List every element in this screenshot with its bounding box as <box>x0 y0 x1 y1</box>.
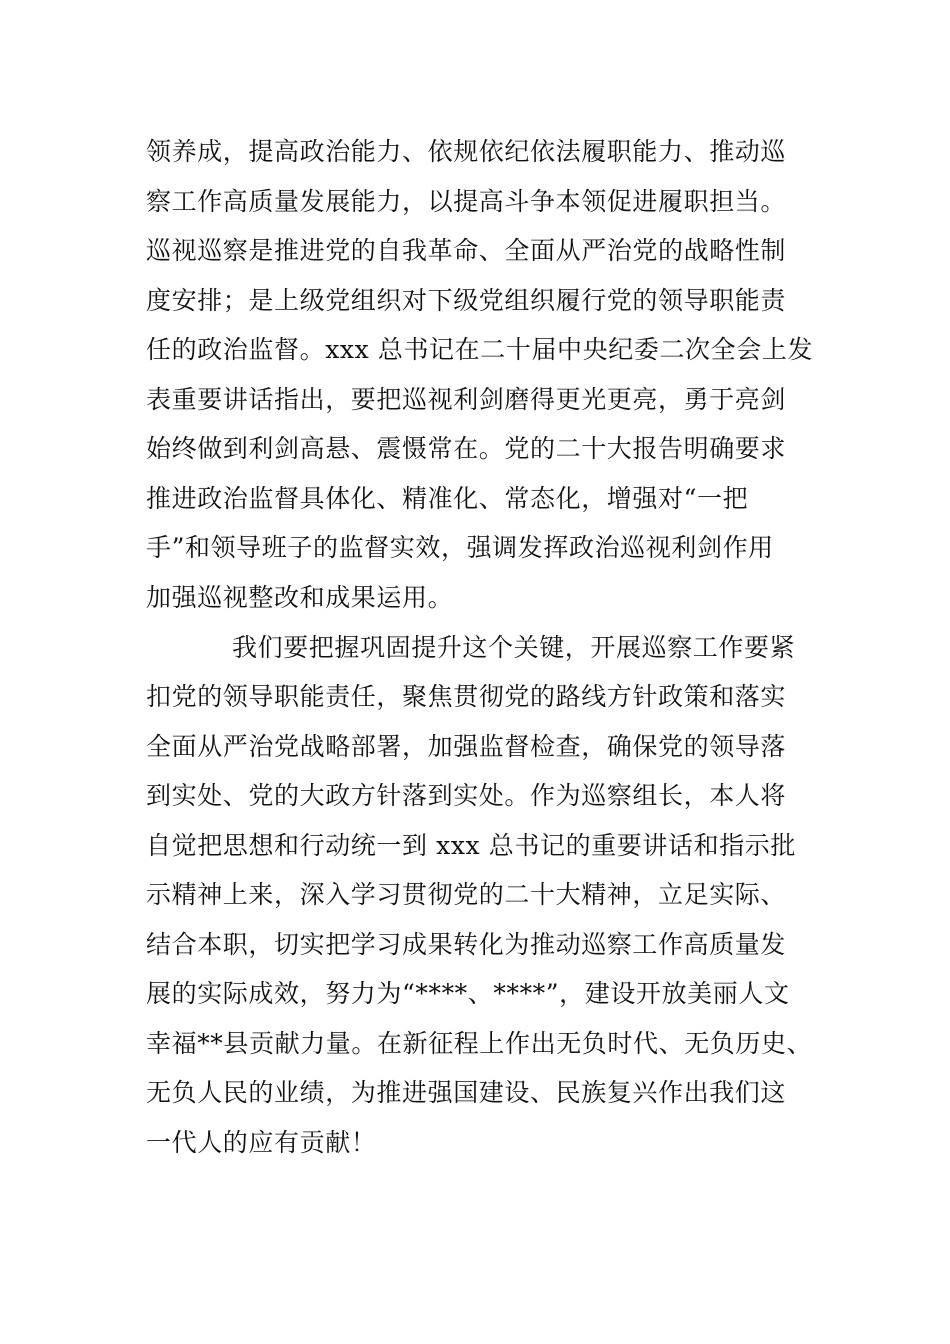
text-line: 一代人的应有贡献！ <box>146 1128 377 1157</box>
text-line: 手”和领导班子的监督实效，强调发挥政治巡视利剑作用 <box>146 533 774 562</box>
text-line: 示精神上来，深入学习贯彻党的二十大精神，立足实际、 <box>146 880 787 909</box>
text-line: 展的实际成效，努力为“****、****”，建设开放美丽人文 <box>146 979 790 1008</box>
text-line: 幸福**县贡献力量。在新征程上作出无负时代、无负历史、 <box>146 1029 813 1058</box>
text-line: 度安排；是上级党组织对下级党组织履行党的领导职能责 <box>146 286 787 315</box>
text-line: 无负人民的业绩，为推进强国建设、民族复兴作出我们这 <box>146 1078 787 1107</box>
text-line: 推进政治监督具体化、精准化、常态化，增强对“一把 <box>146 484 749 513</box>
text-line: 加强巡视整改和成果运用。 <box>146 583 454 612</box>
text-line: 结合本职，切实把学习成果转化为推动巡察工作高质量发 <box>146 930 787 959</box>
text-line: 全面从严治党战略部署，加强监督检查，确保党的领导落 <box>146 732 787 761</box>
text-line: 表重要讲话指出，要把巡视利剑磨得更光更亮，勇于亮剑 <box>146 385 787 414</box>
text-line: 察工作高质量发展能力，以提高斗争本领促进履职担当。 <box>146 187 787 216</box>
text-line: 扣党的领导职能责任，聚焦贯彻党的路线方针政策和落实 <box>146 682 787 711</box>
text-line: 任的政治监督。xxx 总书记在二十届中央纪委二次全会上发 <box>146 335 814 364</box>
text-line: 领养成，提高政治能力、依规依纪依法履职能力、推动巡 <box>146 137 787 166</box>
text-line: 始终做到利剑高悬、震慑常在。党的二十大报告明确要求 <box>146 434 787 463</box>
text-line: 巡视巡察是推进党的自我革命、全面从严治党的战略性制 <box>146 236 787 265</box>
text-line: 到实处、党的大政方针落到实处。作为巡察组长，本人将 <box>146 781 787 810</box>
text-line: 自觉把思想和行动统一到 xxx 总书记的重要讲话和指示批 <box>146 831 796 860</box>
paragraph-first-line: 我们要把握巩固提升这个关键，开展巡察工作要紧 <box>232 633 796 662</box>
